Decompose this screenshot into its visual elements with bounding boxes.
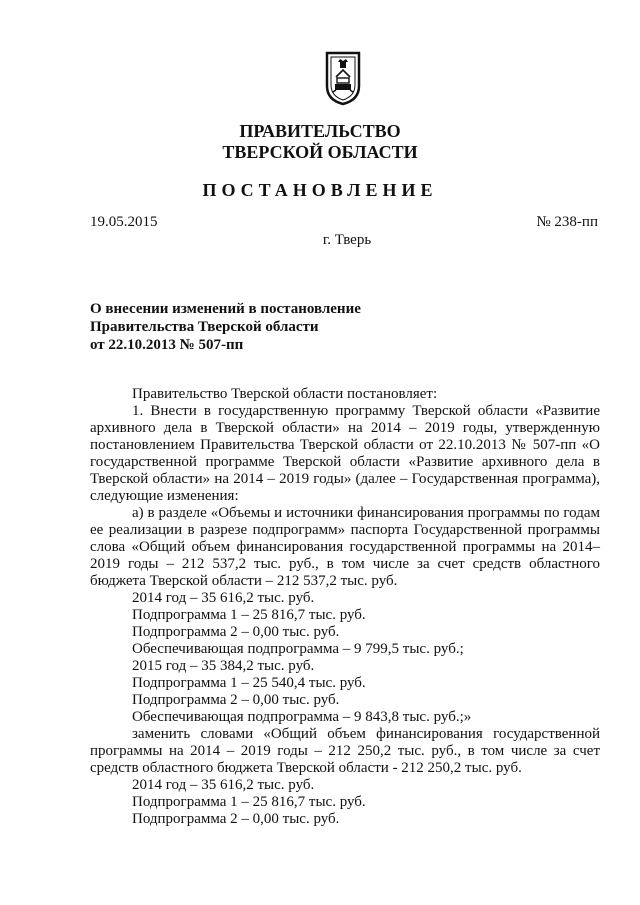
funding-line: Подпрограмма 1 – 25 816,7 тыс. руб. [132,607,366,623]
coat-of-arms-icon [324,50,362,106]
document-date: 19.05.2015 [90,214,158,230]
replace-paragraph: заменить словами «Общий объем финансирования государственной программы на 2014 – 2019 годы – 212 250,2 тыс. руб., в том числе за счет средств областного бюджета Тверской области - 212 250,2 тыс. руб. [90,726,600,776]
item-a-paragraph: а) в разделе «Объемы и источники финансирования программы по годам ее реализации в разрезе подпрограмм» паспорта Государственной программы слова «Общий объем финансирования государственной программы на 2014– 2019 годы – 212 537,2 тыс. руб., в том числе за счет средств областного бюджета Тверской области – 212 537,2 тыс. руб. [90,505,600,589]
funding-line: Подпрограмма 1 – 25 540,4 тыс. руб. [132,675,366,691]
funding-line: Подпрограмма 2 – 0,00 тыс. руб. [132,811,340,827]
title-line: О внесении изменений в постановление [90,301,361,317]
funding-line: Обеспечивающая подпрограмма – 9 843,8 тыс. руб.;» [132,709,472,725]
intro-paragraph: Правительство Тверской области постановляет: [132,386,438,402]
org-name-line2: ТВЕРСКОЙ ОБЛАСТИ [222,142,418,162]
item-1-paragraph: 1. Внести в государственную программу Тверской области «Развитие архивного дела в Тверской области» на 2014 – 2019 годы, утвержденную постановлением Правительства Тверской области от 22.10.2013 № 507-пп «О государственной программе Тверской области «Развитие архивного дела в Тверской области» на 2014 – 2019 годы» (далее – Государственная программа), следующие изменения: [90,403,600,504]
funding-line: Подпрограмма 2 – 0,00 тыс. руб. [132,692,340,708]
funding-line: Подпрограмма 2 – 0,00 тыс. руб. [132,624,340,640]
document-body [90,386,600,828]
document-city: г. Тверь [322,232,372,248]
funding-line: 2014 год – 35 616,2 тыс. руб. [132,590,315,606]
title-line: Правительства Тверской области [90,319,319,335]
document-title [90,300,361,354]
funding-line: Обеспечивающая подпрограмма – 9 799,5 тыс. руб.; [132,641,464,657]
funding-line: Подпрограмма 1 – 25 816,7 тыс. руб. [132,794,366,810]
title-line: от 22.10.2013 № 507-пп [90,337,244,353]
org-name-line1: ПРАВИТЕЛЬСТВО [239,121,401,141]
funding-line: 2014 год – 35 616,2 тыс. руб. [132,777,315,793]
funding-line: 2015 год – 35 384,2 тыс. руб. [132,658,315,674]
document-type: ПОСТАНОВЛЕНИЕ [202,180,438,200]
document-number: № 238-пп [536,214,598,230]
